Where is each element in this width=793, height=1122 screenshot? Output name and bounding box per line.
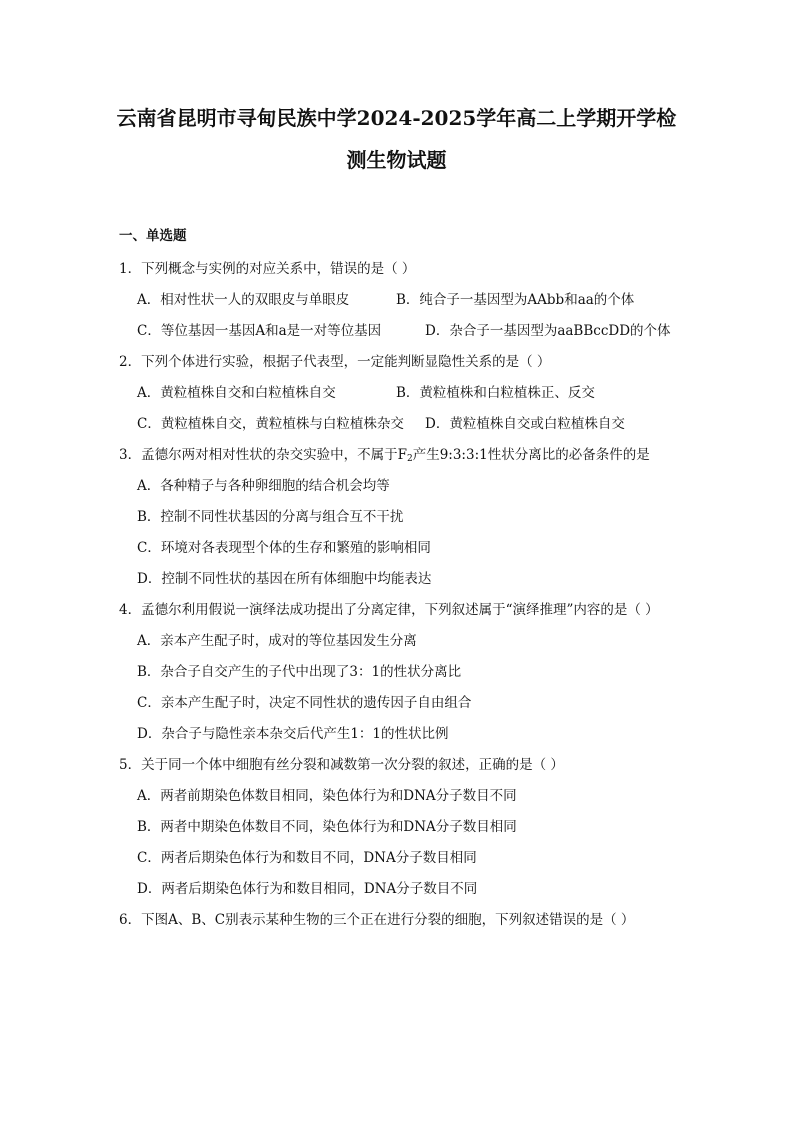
question-4-stem: 4．孟德尔利用假说一演绎法成功提出了分离定律，下列叙述属于“演绎推理”内容的是（ ） — [119, 602, 659, 618]
question-5-option-d: D．两者后期染色体行为和数目相同，DNA分子数目不同 — [137, 881, 478, 897]
question-2-option-b: B．黄粒植株和白粒植株正、反交 — [396, 385, 595, 401]
question-3-option-c: C．环境对各表现型个体的生存和繁殖的影响相同 — [137, 540, 431, 556]
question-4-option-b: B．杂合子自交产生的子代中出现了3：1的性状分离比 — [137, 664, 462, 680]
question-3-stem — [119, 445, 650, 469]
question-3-stem-text: 3．孟德尔两对相对性状的杂交实验中，不属于F — [119, 447, 407, 463]
question-1-stem: 1．下列概念与实例的对应关系中，错误的是（ ） — [119, 261, 416, 277]
question-3-stem-subscript: 2 — [406, 454, 413, 464]
question-4-option-c: C．亲本产生配子时，决定不同性状的遗传因子自由组合 — [137, 695, 472, 711]
question-5-stem: 5．关于同一个体中细胞有丝分裂和减数第一次分裂的叙述，正确的是（ ） — [119, 757, 564, 773]
question-1-option-b: B．纯合子一基因型为AAbb和aa的个体 — [396, 292, 635, 308]
question-6-stem: 6．下图A、B、C别表示某种生物的三个正在进行分裂的细胞，下列叙述错误的是（ ） — [119, 912, 635, 928]
question-4-option-d: D．杂合子与隐性亲本杂交后代产生1：1的性状比例 — [137, 726, 449, 742]
question-3-stem-text-end: 产生9:3:3:1性状分离比的必备条件的是 — [412, 447, 650, 463]
question-1-option-c: C．等位基因一基因A和a是一对等位基因 — [137, 323, 382, 339]
document-title-line-1: 云南省昆明市寻甸民族中学2024-2025学年高二上学期开学检 — [116, 106, 677, 130]
question-2-option-c: C．黄粒植株自交，黄粒植株与白粒植株杂交 — [137, 416, 404, 432]
question-4-option-a: A．亲本产生配子时，成对的等位基因发生分离 — [137, 633, 417, 649]
question-2-stem: 2．下列个体进行实验，根据子代表型，一定能判断显隐性关系的是（ ） — [119, 354, 551, 370]
question-2-option-d: D．黄粒植株自交或白粒植株自交 — [425, 416, 625, 432]
section-heading: 一、单选题 — [119, 228, 187, 244]
question-3-option-a: A．各种精子与各种卵细胞的结合机会均等 — [137, 478, 390, 494]
question-5-option-a: A．两者前期染色体数目相同，染色体行为和DNA分子数目不同 — [137, 788, 517, 804]
question-1-option-a: A．相对性状一人的双眼皮与单眼皮 — [137, 292, 350, 308]
question-5-option-c: C．两者后期染色体行为和数目不同，DNA分子数目相同 — [137, 850, 477, 866]
document-title-line-2: 测生物试题 — [346, 148, 447, 172]
question-5-option-b: B．两者中期染色体数目不同，染色体行为和DNA分子数目相同 — [137, 819, 517, 835]
question-1-option-d: D．杂合子一基因型为aaBBccDD的个体 — [425, 323, 671, 339]
question-3-option-d: D．控制不同性状的基因在所有体细胞中均能表达 — [137, 571, 432, 587]
question-2-option-a: A．黄粒植株自交和白粒植株自交 — [137, 385, 336, 401]
question-3-option-b: B．控制不同性状基因的分离与组合互不干扰 — [137, 509, 404, 525]
